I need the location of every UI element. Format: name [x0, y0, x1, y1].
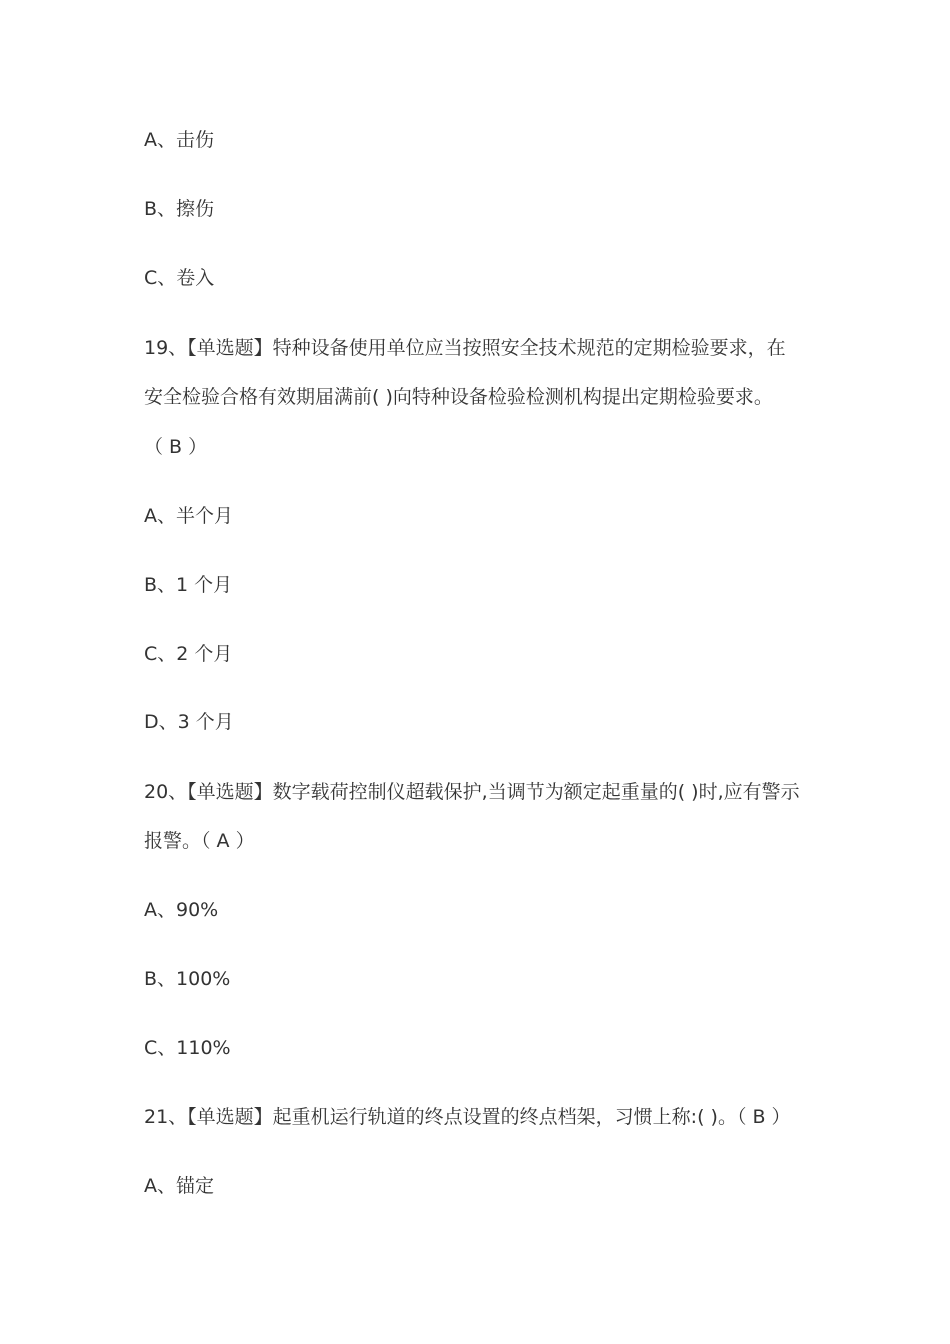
- question-20-option-b: B、100%: [144, 968, 231, 990]
- question-19-answer: （ B ）: [144, 436, 208, 458]
- question-20-text-line1: 20、【单选题】数字载荷控制仪超载保护,当调节为额定起重量的( )时,应有警示: [144, 781, 800, 803]
- question-19-option-a: A、半个月: [144, 505, 233, 527]
- option-b: B、擦伤: [144, 198, 215, 220]
- question-21-text-line1: 21、【单选题】起重机运行轨道的终点设置的终点档架，习惯上称:( )。（ B ）: [144, 1106, 791, 1128]
- question-19-option-d: D、3 个月: [144, 711, 234, 733]
- question-19-option-c: C、2 个月: [144, 643, 233, 665]
- option-a: A、击伤: [144, 129, 214, 151]
- question-19-text-line1: 19、【单选题】特种设备使用单位应当按照安全技术规范的定期检验要求，在: [144, 337, 786, 359]
- question-20-text-line2: 报警。（ A ）: [144, 830, 255, 852]
- question-19-text-line2: 安全检验合格有效期届满前( )向特种设备检验检测机构提出定期检验要求。: [144, 386, 773, 408]
- question-21-option-a: A、锚定: [144, 1175, 214, 1197]
- question-20-option-a: A、90%: [144, 899, 219, 921]
- question-19-option-b: B、1 个月: [144, 574, 233, 596]
- question-20-option-c: C、110%: [144, 1037, 231, 1059]
- option-c: C、卷入: [144, 267, 215, 289]
